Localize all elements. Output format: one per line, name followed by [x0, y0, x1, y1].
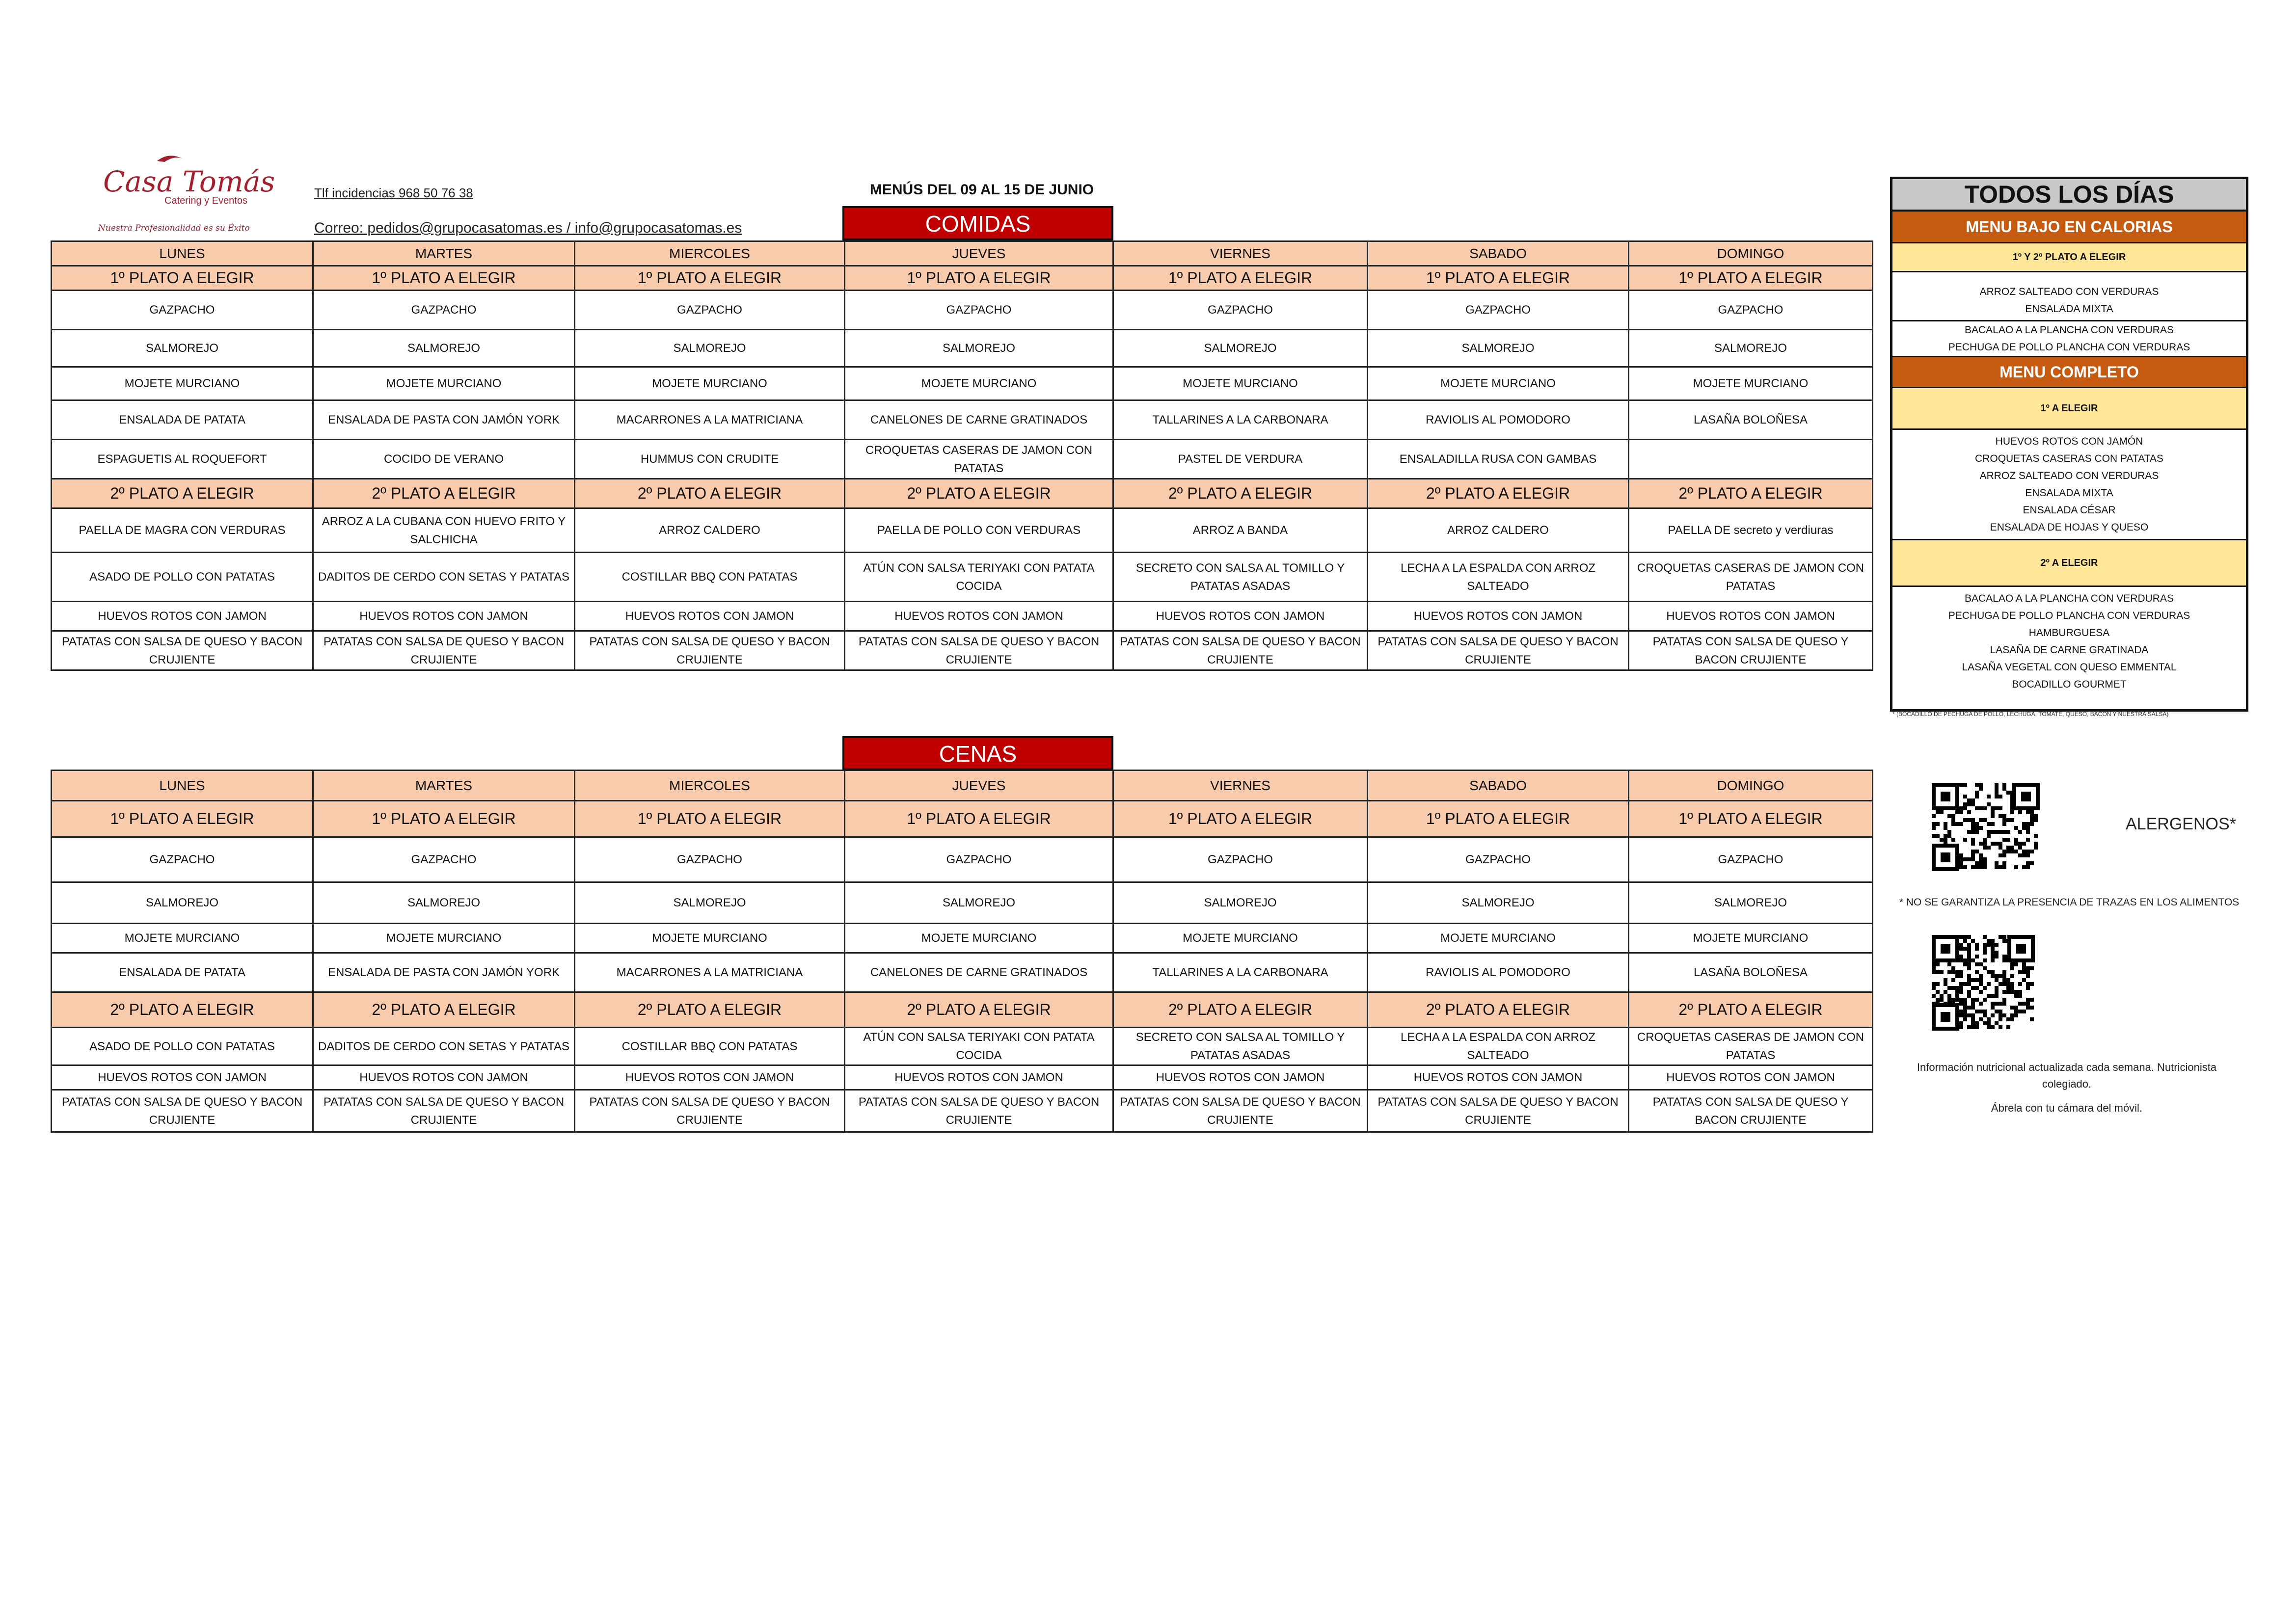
menu-item: PECHUGA DE POLLO PLANCHA CON VERDURAS — [1948, 342, 2190, 353]
dish-row — [52, 631, 1873, 670]
svg-text:Nuestra Profesionalidad es su: Nuestra Profesionalidad es su Éxito — [98, 223, 250, 233]
dish-cell: MOJETE MURCIANO — [1113, 924, 1368, 953]
dish-cell: ARROZ CALDERO — [575, 508, 845, 553]
dish-row — [52, 330, 1873, 367]
second-course-label: 2º PLATO A ELEGIR — [845, 479, 1113, 508]
dish-cell: PAELLA DE secreto y verdiuras — [1629, 508, 1873, 553]
second-course-header-row — [52, 479, 1873, 508]
dish-cell: HUEVOS ROTOS CON JAMON — [1629, 602, 1873, 631]
day-header: MIERCOLES — [575, 771, 845, 801]
first-course-label: 1º PLATO A ELEGIR — [1368, 266, 1629, 291]
dish-cell: ENSALADA DE PASTA CON JAMÓN YORK — [313, 953, 575, 992]
first-course-label: 1º PLATO A ELEGIR — [1113, 801, 1368, 837]
dish-cell: SALMOREJO — [575, 882, 845, 924]
dish-cell: RAVIOLIS AL POMODORO — [1368, 953, 1629, 992]
day-header-row — [52, 241, 1873, 266]
menu-item: BOCADILLO GOURMET — [2012, 679, 2127, 690]
dish-cell: COSTILLAR BBQ CON PATATAS — [575, 553, 845, 602]
day-header: VIERNES — [1113, 241, 1368, 266]
menu-item: LASAÑA VEGETAL CON QUESO EMMENTAL — [1962, 662, 2177, 673]
bocadillo-footnote: * (BOCADILLO DE PECHUGA DE POLLO, LECHUGA, TOMATE, QUESO, BACON Y NUESTRA SALSA) — [1892, 711, 2169, 718]
nutricion-qr-code[interactable] — [1932, 935, 2035, 1031]
dish-cell: PATATAS CON SALSA DE QUESO Y BACON CRUJIENTE — [1113, 1090, 1368, 1132]
dish-row — [52, 1090, 1873, 1132]
first-course-label: 1º PLATO A ELEGIR — [575, 266, 845, 291]
first-course-label: 1º PLATO A ELEGIR — [1629, 801, 1873, 837]
todos-title: TODOS LOS DÍAS — [1892, 179, 2246, 212]
second-course-label: 2º PLATO A ELEGIR — [1368, 479, 1629, 508]
dish-cell: ESPAGUETIS AL ROQUEFORT — [52, 440, 313, 479]
svg-text:Catering y Eventos: Catering y Eventos — [164, 195, 247, 206]
day-header: JUEVES — [845, 771, 1113, 801]
day-header: VIERNES — [1113, 771, 1368, 801]
bajo-calorias-subtitle: 1º Y 2º PLATO A ELEGIR — [1892, 242, 2246, 272]
day-header: JUEVES — [845, 241, 1113, 266]
dish-cell: ENSALADA DE PATATA — [52, 953, 313, 992]
dish-cell: SALMOREJO — [845, 330, 1113, 367]
incidencias-phone: Tlf incidencias 968 50 76 38 — [314, 186, 473, 200]
dish-cell: RAVIOLIS AL POMODORO — [1368, 400, 1629, 440]
dish-cell: PATATAS CON SALSA DE QUESO Y BACON CRUJIENTE — [1368, 1090, 1629, 1132]
dish-cell: MOJETE MURCIANO — [1629, 924, 1873, 953]
dish-cell: SALMOREJO — [575, 330, 845, 367]
second-course-label: 2º PLATO A ELEGIR — [575, 479, 845, 508]
dish-cell: GAZPACHO — [845, 291, 1113, 330]
day-header: LUNES — [52, 771, 313, 801]
dish-cell: ENSALADA DE PASTA CON JAMÓN YORK — [313, 400, 575, 440]
dish-cell: SALMOREJO — [1368, 330, 1629, 367]
dish-cell: PATATAS CON SALSA DE QUESO Y BACON CRUJIENTE — [1113, 631, 1368, 670]
dish-cell: CANELONES DE CARNE GRATINADOS — [845, 953, 1113, 992]
dish-cell: MOJETE MURCIANO — [845, 367, 1113, 400]
second-course-label: 2º PLATO A ELEGIR — [1629, 992, 1873, 1028]
dish-cell: GAZPACHO — [313, 291, 575, 330]
dish-cell: HUEVOS ROTOS CON JAMON — [52, 602, 313, 631]
dish-cell: HUEVOS ROTOS CON JAMON — [1629, 1065, 1873, 1090]
menu-item: ARROZ SALTEADO CON VERDURAS — [1979, 470, 2159, 481]
dish-cell: MOJETE MURCIANO — [52, 924, 313, 953]
day-header: LUNES — [52, 241, 313, 266]
dish-cell: GAZPACHO — [1113, 291, 1368, 330]
menu-item: ENSALADA DE HOJAS Y QUESO — [1990, 522, 2149, 533]
second-course-label: 2º PLATO A ELEGIR — [1113, 992, 1368, 1028]
comidas-banner: COMIDAS — [842, 206, 1113, 240]
bajo-calorias-first-list — [1892, 272, 2246, 321]
svg-text:Casa Tomás: Casa Tomás — [103, 165, 275, 198]
dish-cell: SALMOREJO — [313, 330, 575, 367]
dish-cell: SALMOREJO — [313, 882, 575, 924]
second-course-label: 2º PLATO A ELEGIR — [1368, 992, 1629, 1028]
second-course-label: 2º PLATO A ELEGIR — [1113, 479, 1368, 508]
dish-cell: HUMMUS CON CRUDITE — [575, 440, 845, 479]
menu-item: CROQUETAS CASERAS CON PATATAS — [1975, 453, 2163, 464]
dish-cell: PATATAS CON SALSA DE QUESO Y BACON CRUJIENTE — [52, 631, 313, 670]
first-course-label: 1º PLATO A ELEGIR — [52, 266, 313, 291]
dish-cell: MACARRONES A LA MATRICIANA — [575, 953, 845, 992]
dish-cell: PAELLA DE MAGRA CON VERDURAS — [52, 508, 313, 553]
first-course-header-row — [52, 801, 1873, 837]
dish-cell: TALLARINES A LA CARBONARA — [1113, 400, 1368, 440]
cenas-table — [51, 770, 1873, 1133]
bajo-calorias-title: MENU BAJO EN CALORIAS — [1892, 212, 2246, 242]
menu-item: ENSALADA MIXTA — [2025, 487, 2113, 499]
menu-item: HUEVOS ROTOS CON JAMÓN — [1995, 436, 2143, 447]
dish-cell: MACARRONES A LA MATRICIANA — [575, 400, 845, 440]
dish-row — [52, 953, 1873, 992]
completo-first-label: 1º A ELEGIR — [1892, 387, 2246, 430]
dish-cell: GAZPACHO — [313, 837, 575, 882]
dish-row — [52, 1028, 1873, 1065]
trazas-note: * NO SE GARANTIZA LA PRESENCIA DE TRAZAS EN LOS ALIMENTOS — [1899, 897, 2240, 908]
day-header: DOMINGO — [1629, 241, 1873, 266]
dish-cell: LASAÑA BOLOÑESA — [1629, 400, 1873, 440]
first-course-header-row — [52, 266, 1873, 291]
day-header: SABADO — [1368, 771, 1629, 801]
dish-cell: SALMOREJO — [1113, 882, 1368, 924]
dish-cell: PATATAS CON SALSA DE QUESO Y BACON CRUJIENTE — [575, 1090, 845, 1132]
second-course-label: 2º PLATO A ELEGIR — [313, 992, 575, 1028]
dish-cell: HUEVOS ROTOS CON JAMON — [845, 602, 1113, 631]
dish-cell: HUEVOS ROTOS CON JAMON — [1113, 1065, 1368, 1090]
second-course-label: 2º PLATO A ELEGIR — [313, 479, 575, 508]
dish-cell: MOJETE MURCIANO — [845, 924, 1113, 953]
menu-item: HAMBURGUESA — [2028, 627, 2110, 639]
dish-cell: ENSALADILLA RUSA CON GAMBAS — [1368, 440, 1629, 479]
cenas-banner: CENAS — [842, 736, 1113, 771]
dish-cell — [1629, 440, 1873, 479]
dish-cell: MOJETE MURCIANO — [52, 367, 313, 400]
dish-cell: DADITOS DE CERDO CON SETAS Y PATATAS — [313, 553, 575, 602]
comidas-table — [51, 240, 1873, 671]
dish-row — [52, 291, 1873, 330]
second-course-header-row — [52, 992, 1873, 1028]
dish-cell: SALMOREJO — [52, 330, 313, 367]
dish-cell: GAZPACHO — [575, 837, 845, 882]
dish-cell: SALMOREJO — [1629, 330, 1873, 367]
first-course-label: 1º PLATO A ELEGIR — [1368, 801, 1629, 837]
dish-row — [52, 440, 1873, 479]
dish-cell: PATATAS CON SALSA DE QUESO Y BACON CRUJIENTE — [52, 1090, 313, 1132]
dish-cell: HUEVOS ROTOS CON JAMON — [313, 602, 575, 631]
dish-row — [52, 400, 1873, 440]
menu-item: LASAÑA DE CARNE GRATINADA — [1990, 644, 2149, 656]
dish-cell: CROQUETAS CASERAS DE JAMON CON PATATAS — [845, 440, 1113, 479]
menu-item: ARROZ SALTEADO CON VERDURAS — [1979, 286, 2159, 297]
dish-cell: PATATAS CON SALSA DE QUESO Y BACON CRUJIENTE — [313, 631, 575, 670]
second-course-label: 2º PLATO A ELEGIR — [52, 479, 313, 508]
dish-cell: GAZPACHO — [52, 291, 313, 330]
completo-first-list — [1892, 430, 2246, 539]
menu-item: PECHUGA DE POLLO PLANCHA CON VERDURAS — [1948, 610, 2190, 621]
dish-cell: MOJETE MURCIANO — [1368, 367, 1629, 400]
dish-cell: MOJETE MURCIANO — [1629, 367, 1873, 400]
dish-cell: HUEVOS ROTOS CON JAMON — [575, 602, 845, 631]
menu-completo-title: MENU COMPLETO — [1892, 356, 2246, 387]
dish-cell: HUEVOS ROTOS CON JAMON — [845, 1065, 1113, 1090]
dish-cell: PATATAS CON SALSA DE QUESO Y BACON CRUJIENTE — [1629, 1090, 1873, 1132]
menu-item: BACALAO A LA PLANCHA CON VERDURAS — [1965, 324, 2174, 336]
dish-cell: GAZPACHO — [1368, 837, 1629, 882]
first-course-label: 1º PLATO A ELEGIR — [575, 801, 845, 837]
dish-cell: MOJETE MURCIANO — [575, 367, 845, 400]
dish-cell: LASAÑA BOLOÑESA — [1629, 953, 1873, 992]
dish-cell: CROQUETAS CASERAS DE JAMON CON PATATAS — [1629, 1028, 1873, 1065]
dish-cell: MOJETE MURCIANO — [313, 367, 575, 400]
dish-row — [52, 1065, 1873, 1090]
dish-cell: SALMOREJO — [1368, 882, 1629, 924]
dish-cell: PATATAS CON SALSA DE QUESO Y BACON CRUJIENTE — [845, 631, 1113, 670]
dish-cell: PASTEL DE VERDURA — [1113, 440, 1368, 479]
alergenos-label: ALERGENOS* — [2126, 815, 2236, 833]
first-course-label: 1º PLATO A ELEGIR — [313, 266, 575, 291]
dish-cell: GAZPACHO — [1113, 837, 1368, 882]
first-course-label: 1º PLATO A ELEGIR — [845, 266, 1113, 291]
dish-cell: ARROZ A BANDA — [1113, 508, 1368, 553]
dish-cell: LECHA A LA ESPALDA CON ARROZ SALTEADO — [1368, 553, 1629, 602]
day-header: MARTES — [313, 241, 575, 266]
dish-cell: HUEVOS ROTOS CON JAMON — [1368, 602, 1629, 631]
dish-cell: PATATAS CON SALSA DE QUESO Y BACON CRUJIENTE — [845, 1090, 1113, 1132]
second-course-label: 2º PLATO A ELEGIR — [1629, 479, 1873, 508]
dish-cell: DADITOS DE CERDO CON SETAS Y PATATAS — [313, 1028, 575, 1065]
menu-item: BACALAO A LA PLANCHA CON VERDURAS — [1965, 593, 2174, 604]
dish-cell: MOJETE MURCIANO — [1113, 367, 1368, 400]
dish-row — [52, 508, 1873, 553]
first-course-label: 1º PLATO A ELEGIR — [313, 801, 575, 837]
dish-cell: MOJETE MURCIANO — [1368, 924, 1629, 953]
dish-row — [52, 924, 1873, 953]
dish-cell: GAZPACHO — [845, 837, 1113, 882]
menu-item: ENSALADA MIXTA — [2025, 303, 2113, 315]
completo-second-label: 2º A ELEGIR — [1892, 539, 2246, 587]
first-course-label: 1º PLATO A ELEGIR — [1113, 266, 1368, 291]
first-course-label: 1º PLATO A ELEGIR — [1629, 266, 1873, 291]
dish-cell: PATATAS CON SALSA DE QUESO Y BACON CRUJIENTE — [313, 1090, 575, 1132]
dish-cell: SALMOREJO — [52, 882, 313, 924]
dish-cell: MOJETE MURCIANO — [575, 924, 845, 953]
day-header: MARTES — [313, 771, 575, 801]
day-header: DOMINGO — [1629, 771, 1873, 801]
dish-cell: HUEVOS ROTOS CON JAMON — [575, 1065, 845, 1090]
nutricion-note: Información nutricional actualizada cada semana. Nutricionista colegiado. — [1917, 1061, 2217, 1090]
dish-cell: PAELLA DE POLLO CON VERDURAS — [845, 508, 1113, 553]
day-header: MIERCOLES — [575, 241, 845, 266]
alergenos-qr-code[interactable] — [1932, 783, 2040, 871]
dish-cell: HUEVOS ROTOS CON JAMON — [52, 1065, 313, 1090]
dish-cell: ASADO DE POLLO CON PATATAS — [52, 553, 313, 602]
dish-cell: GAZPACHO — [52, 837, 313, 882]
second-course-label: 2º PLATO A ELEGIR — [52, 992, 313, 1028]
dish-cell: GAZPACHO — [1629, 837, 1873, 882]
day-header-row — [52, 771, 1873, 801]
dish-cell: ARROZ CALDERO — [1368, 508, 1629, 553]
page-title: MENÚS DEL 09 AL 15 DE JUNIO — [869, 182, 1094, 198]
dish-row — [52, 553, 1873, 602]
casa-tomas-logo — [83, 147, 275, 240]
first-course-label: 1º PLATO A ELEGIR — [52, 801, 313, 837]
camera-note: Ábrela con tu cámara del móvil. — [1991, 1102, 2143, 1114]
completo-second-list — [1892, 587, 2246, 693]
dish-cell: PATATAS CON SALSA DE QUESO Y BACON CRUJIENTE — [1368, 631, 1629, 670]
dish-cell: ASADO DE POLLO CON PATATAS — [52, 1028, 313, 1065]
dish-cell: CROQUETAS CASERAS DE JAMON CON PATATAS — [1629, 553, 1873, 602]
dish-row — [52, 882, 1873, 924]
dish-cell: MOJETE MURCIANO — [313, 924, 575, 953]
dish-cell: SECRETO CON SALSA AL TOMILLO Y PATATAS ASADAS — [1113, 1028, 1368, 1065]
dish-cell: ARROZ A LA CUBANA CON HUEVO FRITO Y SALCHICHA — [313, 508, 575, 553]
dish-cell: SALMOREJO — [845, 882, 1113, 924]
dish-cell: COSTILLAR BBQ CON PATATAS — [575, 1028, 845, 1065]
dish-cell: HUEVOS ROTOS CON JAMON — [313, 1065, 575, 1090]
dish-row — [52, 837, 1873, 882]
dish-cell: PATATAS CON SALSA DE QUESO Y BACON CRUJIENTE — [575, 631, 845, 670]
second-course-label: 2º PLATO A ELEGIR — [575, 992, 845, 1028]
dish-cell: ATÚN CON SALSA TERIYAKI CON PATATA COCIDA — [845, 553, 1113, 602]
todos-los-dias-panel — [1890, 177, 2248, 712]
day-header: SABADO — [1368, 241, 1629, 266]
dish-cell: SALMOREJO — [1113, 330, 1368, 367]
dish-cell: TALLARINES A LA CARBONARA — [1113, 953, 1368, 992]
dish-cell: LECHA A LA ESPALDA CON ARROZ SALTEADO — [1368, 1028, 1629, 1065]
dish-cell: PATATAS CON SALSA DE QUESO Y BACON CRUJIENTE — [1629, 631, 1873, 670]
dish-row — [52, 602, 1873, 631]
dish-cell: HUEVOS ROTOS CON JAMON — [1113, 602, 1368, 631]
dish-cell: ENSALADA DE PATATA — [52, 400, 313, 440]
dish-cell: COCIDO DE VERANO — [313, 440, 575, 479]
dish-row — [52, 367, 1873, 400]
dish-cell: GAZPACHO — [1368, 291, 1629, 330]
dish-cell: ATÚN CON SALSA TERIYAKI CON PATATA COCIDA — [845, 1028, 1113, 1065]
contact-email: Correo: pedidos@grupocasatomas.es / info@grupocasatomas.es — [314, 220, 742, 236]
dish-cell: HUEVOS ROTOS CON JAMON — [1368, 1065, 1629, 1090]
menu-item: ENSALADA CÉSAR — [2023, 505, 2116, 516]
second-course-label: 2º PLATO A ELEGIR — [845, 992, 1113, 1028]
dish-cell: CANELONES DE CARNE GRATINADOS — [845, 400, 1113, 440]
dish-cell: SECRETO CON SALSA AL TOMILLO Y PATATAS ASADAS — [1113, 553, 1368, 602]
dish-cell: GAZPACHO — [575, 291, 845, 330]
dish-cell: SALMOREJO — [1629, 882, 1873, 924]
dish-cell: GAZPACHO — [1629, 291, 1873, 330]
first-course-label: 1º PLATO A ELEGIR — [845, 801, 1113, 837]
bajo-calorias-second-list — [1892, 321, 2246, 356]
